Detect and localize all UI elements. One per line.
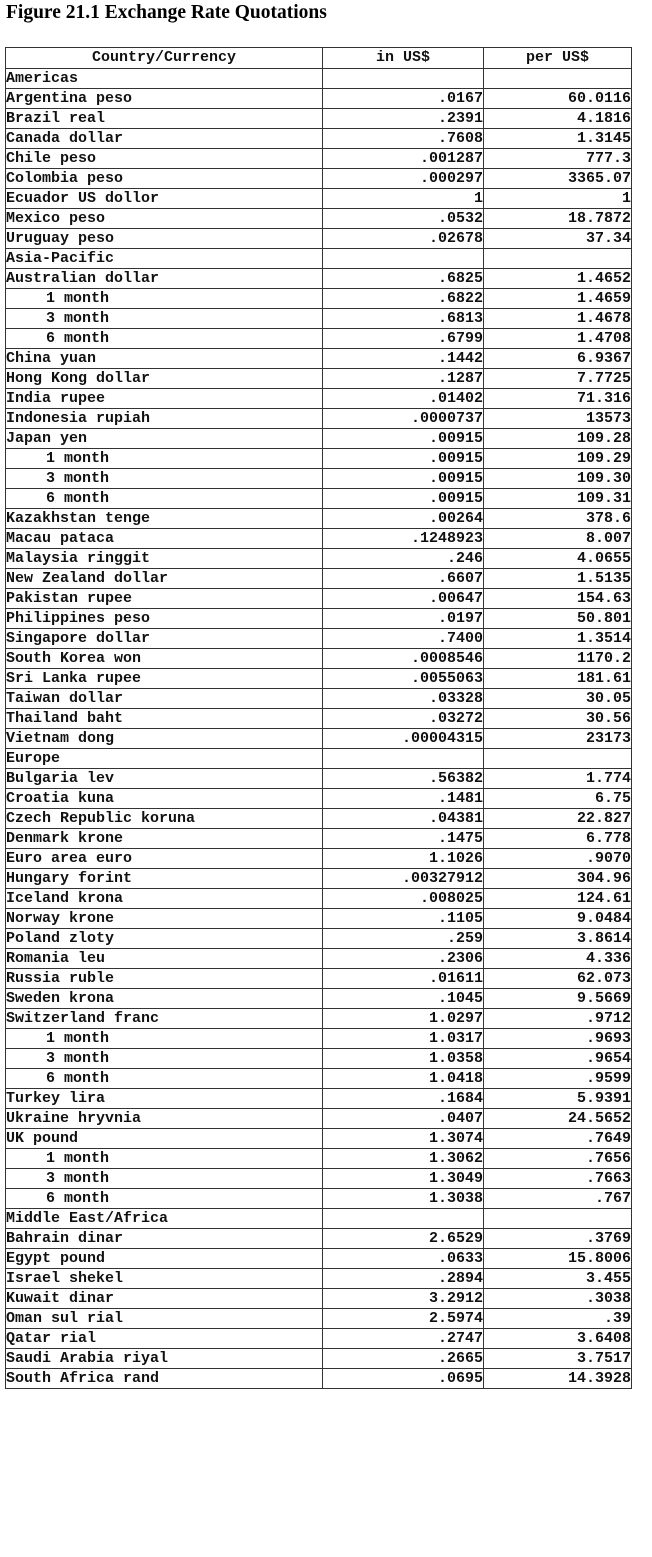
table-row <box>6 1229 632 1249</box>
in-usd-value: .0695 <box>323 1369 484 1389</box>
table-header-row <box>6 48 632 69</box>
per-usd-value: 1.774 <box>484 769 632 789</box>
per-usd-value <box>484 69 632 89</box>
currency-name: 6 month <box>6 1069 323 1089</box>
currency-name: Norway krone <box>6 909 323 929</box>
currency-name: Ukraine hryvnia <box>6 1109 323 1129</box>
table-row <box>6 789 632 809</box>
table-row <box>6 289 632 309</box>
table-row <box>6 649 632 669</box>
table-row <box>6 989 632 1009</box>
currency-name: Pakistan rupee <box>6 589 323 609</box>
table-row <box>6 189 632 209</box>
in-usd-value: .00915 <box>323 489 484 509</box>
per-usd-value: 23173 <box>484 729 632 749</box>
table-row <box>6 869 632 889</box>
currency-name: Kazakhstan tenge <box>6 509 323 529</box>
in-usd-value: .246 <box>323 549 484 569</box>
in-usd-value: .6799 <box>323 329 484 349</box>
region-row <box>6 749 632 769</box>
table-row <box>6 569 632 589</box>
table-row <box>6 1049 632 1069</box>
in-usd-value: 1.3062 <box>323 1149 484 1169</box>
currency-name: Switzerland franc <box>6 1009 323 1029</box>
in-usd-value: .6813 <box>323 309 484 329</box>
per-usd-value: 7.7725 <box>484 369 632 389</box>
table-row <box>6 729 632 749</box>
table-row <box>6 609 632 629</box>
table-row <box>6 1189 632 1209</box>
table-row <box>6 429 632 449</box>
in-usd-value: .7608 <box>323 129 484 149</box>
region-row <box>6 1209 632 1229</box>
in-usd-value: .0407 <box>323 1109 484 1129</box>
table-row <box>6 1329 632 1349</box>
table-row <box>6 129 632 149</box>
in-usd-value: 1.0358 <box>323 1049 484 1069</box>
per-usd-value: 18.7872 <box>484 209 632 229</box>
currency-name: Macau pataca <box>6 529 323 549</box>
in-usd-value: .03272 <box>323 709 484 729</box>
currency-name: India rupee <box>6 389 323 409</box>
region-label: Europe <box>6 749 323 769</box>
per-usd-value: 109.31 <box>484 489 632 509</box>
table-row <box>6 329 632 349</box>
in-usd-value: 1 <box>323 189 484 209</box>
exchange-rate-table <box>5 47 632 1389</box>
per-usd-value: 30.05 <box>484 689 632 709</box>
in-usd-value: .0633 <box>323 1249 484 1269</box>
currency-name: Kuwait dinar <box>6 1289 323 1309</box>
in-usd-value <box>323 1209 484 1229</box>
per-usd-value: 5.9391 <box>484 1089 632 1109</box>
table-row <box>6 889 632 909</box>
table-row <box>6 1129 632 1149</box>
in-usd-value: .1442 <box>323 349 484 369</box>
currency-name: Mexico peso <box>6 209 323 229</box>
currency-name: 6 month <box>6 1189 323 1209</box>
currency-name: South Africa rand <box>6 1369 323 1389</box>
per-usd-value: 1.4659 <box>484 289 632 309</box>
per-usd-value: 8.007 <box>484 529 632 549</box>
in-usd-value: 1.1026 <box>323 849 484 869</box>
per-usd-value: 30.56 <box>484 709 632 729</box>
per-usd-value: 1.3514 <box>484 629 632 649</box>
in-usd-value: .00915 <box>323 429 484 449</box>
per-usd-value: 14.3928 <box>484 1369 632 1389</box>
currency-name: Romania leu <box>6 949 323 969</box>
currency-name: Hong Kong dollar <box>6 369 323 389</box>
in-usd-value: .01611 <box>323 969 484 989</box>
in-usd-value: .0197 <box>323 609 484 629</box>
per-usd-value: .7656 <box>484 1149 632 1169</box>
in-usd-value: .02678 <box>323 229 484 249</box>
column-header-per-usd: per US$ <box>484 48 632 69</box>
in-usd-value: .0000737 <box>323 409 484 429</box>
currency-name: Czech Republic koruna <box>6 809 323 829</box>
currency-name: Indonesia rupiah <box>6 409 323 429</box>
per-usd-value: 15.8006 <box>484 1249 632 1269</box>
in-usd-value: .01402 <box>323 389 484 409</box>
currency-name: Poland zloty <box>6 929 323 949</box>
in-usd-value: .2747 <box>323 1329 484 1349</box>
per-usd-value: 777.3 <box>484 149 632 169</box>
per-usd-value: 3.7517 <box>484 1349 632 1369</box>
table-row <box>6 149 632 169</box>
in-usd-value: .00264 <box>323 509 484 529</box>
currency-name: Egypt pound <box>6 1249 323 1269</box>
currency-name: Colombia peso <box>6 169 323 189</box>
per-usd-value: 6.9367 <box>484 349 632 369</box>
table-row <box>6 1169 632 1189</box>
per-usd-value: 50.801 <box>484 609 632 629</box>
in-usd-value: .1481 <box>323 789 484 809</box>
currency-name: Euro area euro <box>6 849 323 869</box>
currency-name: 6 month <box>6 489 323 509</box>
currency-name: Brazil real <box>6 109 323 129</box>
in-usd-value: .1045 <box>323 989 484 1009</box>
region-row <box>6 249 632 269</box>
in-usd-value <box>323 249 484 269</box>
table-row <box>6 709 632 729</box>
currency-name: Vietnam dong <box>6 729 323 749</box>
currency-name: Croatia kuna <box>6 789 323 809</box>
per-usd-value: 60.0116 <box>484 89 632 109</box>
currency-name: 3 month <box>6 309 323 329</box>
per-usd-value: 4.336 <box>484 949 632 969</box>
currency-name: Sri Lanka rupee <box>6 669 323 689</box>
per-usd-value: 109.28 <box>484 429 632 449</box>
per-usd-value: 304.96 <box>484 869 632 889</box>
per-usd-value: 13573 <box>484 409 632 429</box>
in-usd-value: 1.3074 <box>323 1129 484 1149</box>
table-row <box>6 349 632 369</box>
in-usd-value: 1.3038 <box>323 1189 484 1209</box>
table-row <box>6 389 632 409</box>
per-usd-value: 71.316 <box>484 389 632 409</box>
table-row <box>6 89 632 109</box>
table-row <box>6 809 632 829</box>
table-row <box>6 369 632 389</box>
per-usd-value: 6.75 <box>484 789 632 809</box>
table-row <box>6 469 632 489</box>
in-usd-value: .000297 <box>323 169 484 189</box>
table-row <box>6 1369 632 1389</box>
table-row <box>6 209 632 229</box>
currency-name: Sweden krona <box>6 989 323 1009</box>
column-header-in-usd: in US$ <box>323 48 484 69</box>
figure-title: Figure 21.1 Exchange Rate Quotations <box>6 2 327 23</box>
currency-name: Japan yen <box>6 429 323 449</box>
per-usd-value: 378.6 <box>484 509 632 529</box>
table-row <box>6 269 632 289</box>
per-usd-value <box>484 249 632 269</box>
per-usd-value: 1.4708 <box>484 329 632 349</box>
table-row <box>6 969 632 989</box>
currency-name: Saudi Arabia riyal <box>6 1349 323 1369</box>
per-usd-value: 62.073 <box>484 969 632 989</box>
currency-name: Malaysia ringgit <box>6 549 323 569</box>
in-usd-value: .0008546 <box>323 649 484 669</box>
in-usd-value: .2894 <box>323 1269 484 1289</box>
per-usd-value: .39 <box>484 1309 632 1329</box>
table-row <box>6 549 632 569</box>
per-usd-value: 1170.2 <box>484 649 632 669</box>
table-row <box>6 1309 632 1329</box>
in-usd-value: .1684 <box>323 1089 484 1109</box>
per-usd-value <box>484 1209 632 1229</box>
region-label: Middle East/Africa <box>6 1209 323 1229</box>
currency-name: Singapore dollar <box>6 629 323 649</box>
currency-name: 3 month <box>6 469 323 489</box>
table-row <box>6 229 632 249</box>
currency-name: Australian dollar <box>6 269 323 289</box>
in-usd-value: .04381 <box>323 809 484 829</box>
per-usd-value: 154.63 <box>484 589 632 609</box>
in-usd-value <box>323 749 484 769</box>
per-usd-value: 9.5669 <box>484 989 632 1009</box>
region-row <box>6 69 632 89</box>
per-usd-value: 109.30 <box>484 469 632 489</box>
table-row <box>6 1249 632 1269</box>
table-row <box>6 109 632 129</box>
region-label: Americas <box>6 69 323 89</box>
currency-name: Hungary forint <box>6 869 323 889</box>
table-row <box>6 1089 632 1109</box>
currency-name: Canada dollar <box>6 129 323 149</box>
in-usd-value: .1475 <box>323 829 484 849</box>
in-usd-value: .00647 <box>323 589 484 609</box>
per-usd-value: 3.6408 <box>484 1329 632 1349</box>
in-usd-value: .00915 <box>323 469 484 489</box>
in-usd-value: .6822 <box>323 289 484 309</box>
in-usd-value: .0055063 <box>323 669 484 689</box>
in-usd-value: .03328 <box>323 689 484 709</box>
in-usd-value: 2.6529 <box>323 1229 484 1249</box>
currency-name: Turkey lira <box>6 1089 323 1109</box>
currency-name: 3 month <box>6 1049 323 1069</box>
currency-name: Uruguay peso <box>6 229 323 249</box>
currency-name: UK pound <box>6 1129 323 1149</box>
in-usd-value: .00327912 <box>323 869 484 889</box>
in-usd-value: .001287 <box>323 149 484 169</box>
table-row <box>6 1029 632 1049</box>
in-usd-value: .259 <box>323 929 484 949</box>
per-usd-value: 1.4652 <box>484 269 632 289</box>
per-usd-value: 37.34 <box>484 229 632 249</box>
table-row <box>6 1009 632 1029</box>
table-row <box>6 949 632 969</box>
table-row <box>6 589 632 609</box>
table-row <box>6 409 632 429</box>
table-row <box>6 529 632 549</box>
currency-name: Bahrain dinar <box>6 1229 323 1249</box>
currency-name: 6 month <box>6 329 323 349</box>
in-usd-value <box>323 69 484 89</box>
currency-name: Chile peso <box>6 149 323 169</box>
in-usd-value: .1248923 <box>323 529 484 549</box>
per-usd-value: 1 <box>484 189 632 209</box>
currency-name: Ecuador US dollor <box>6 189 323 209</box>
per-usd-value: 1.3145 <box>484 129 632 149</box>
table-row <box>6 669 632 689</box>
per-usd-value <box>484 749 632 769</box>
per-usd-value: 181.61 <box>484 669 632 689</box>
in-usd-value: .1287 <box>323 369 484 389</box>
in-usd-value: 1.0317 <box>323 1029 484 1049</box>
table-row <box>6 849 632 869</box>
table-row <box>6 769 632 789</box>
table-row <box>6 829 632 849</box>
currency-name: 1 month <box>6 1149 323 1169</box>
per-usd-value: 3.455 <box>484 1269 632 1289</box>
per-usd-value: 109.29 <box>484 449 632 469</box>
table-row <box>6 909 632 929</box>
per-usd-value: 1.4678 <box>484 309 632 329</box>
table-row <box>6 689 632 709</box>
currency-name: Qatar rial <box>6 1329 323 1349</box>
currency-name: Philippines peso <box>6 609 323 629</box>
per-usd-value: .767 <box>484 1189 632 1209</box>
in-usd-value: .00004315 <box>323 729 484 749</box>
region-label: Asia-Pacific <box>6 249 323 269</box>
table-row <box>6 1289 632 1309</box>
table-row <box>6 1149 632 1169</box>
currency-name: Iceland krona <box>6 889 323 909</box>
per-usd-value: .3769 <box>484 1229 632 1249</box>
per-usd-value: .7649 <box>484 1129 632 1149</box>
currency-name: Taiwan dollar <box>6 689 323 709</box>
table-row <box>6 449 632 469</box>
currency-name: New Zealand dollar <box>6 569 323 589</box>
per-usd-value: .9070 <box>484 849 632 869</box>
per-usd-value: .9599 <box>484 1069 632 1089</box>
in-usd-value: .7400 <box>323 629 484 649</box>
currency-name: South Korea won <box>6 649 323 669</box>
per-usd-value: .7663 <box>484 1169 632 1189</box>
in-usd-value: .1105 <box>323 909 484 929</box>
in-usd-value: 1.0297 <box>323 1009 484 1029</box>
currency-name: 3 month <box>6 1169 323 1189</box>
currency-name: 1 month <box>6 289 323 309</box>
in-usd-value: .6825 <box>323 269 484 289</box>
currency-name: Thailand baht <box>6 709 323 729</box>
in-usd-value: .00915 <box>323 449 484 469</box>
in-usd-value: 2.5974 <box>323 1309 484 1329</box>
per-usd-value: 3365.07 <box>484 169 632 189</box>
currency-name: Denmark krone <box>6 829 323 849</box>
per-usd-value: 24.5652 <box>484 1109 632 1129</box>
per-usd-value: 4.1816 <box>484 109 632 129</box>
currency-name: Russia ruble <box>6 969 323 989</box>
per-usd-value: 6.778 <box>484 829 632 849</box>
per-usd-value: .9693 <box>484 1029 632 1049</box>
per-usd-value: 22.827 <box>484 809 632 829</box>
table-row <box>6 169 632 189</box>
in-usd-value: .2391 <box>323 109 484 129</box>
in-usd-value: 1.3049 <box>323 1169 484 1189</box>
in-usd-value: .0532 <box>323 209 484 229</box>
currency-name: Bulgaria lev <box>6 769 323 789</box>
per-usd-value: 3.8614 <box>484 929 632 949</box>
per-usd-value: .9712 <box>484 1009 632 1029</box>
in-usd-value: .0167 <box>323 89 484 109</box>
in-usd-value: .56382 <box>323 769 484 789</box>
per-usd-value: 9.0484 <box>484 909 632 929</box>
table-row <box>6 929 632 949</box>
currency-name: China yuan <box>6 349 323 369</box>
per-usd-value: 124.61 <box>484 889 632 909</box>
in-usd-value: 1.0418 <box>323 1069 484 1089</box>
table-body <box>6 69 632 1389</box>
table-row <box>6 629 632 649</box>
per-usd-value: .3038 <box>484 1289 632 1309</box>
table-row <box>6 1269 632 1289</box>
table-row <box>6 1069 632 1089</box>
currency-name: Argentina peso <box>6 89 323 109</box>
table-row <box>6 489 632 509</box>
table-row <box>6 509 632 529</box>
per-usd-value: 4.0655 <box>484 549 632 569</box>
in-usd-value: .6607 <box>323 569 484 589</box>
in-usd-value: 3.2912 <box>323 1289 484 1309</box>
currency-name: 1 month <box>6 1029 323 1049</box>
per-usd-value: 1.5135 <box>484 569 632 589</box>
in-usd-value: .008025 <box>323 889 484 909</box>
table-row <box>6 1349 632 1369</box>
table-row <box>6 309 632 329</box>
currency-name: Oman sul rial <box>6 1309 323 1329</box>
table-row <box>6 1109 632 1129</box>
currency-name: 1 month <box>6 449 323 469</box>
in-usd-value: .2665 <box>323 1349 484 1369</box>
per-usd-value: .9654 <box>484 1049 632 1069</box>
column-header-currency: Country/Currency <box>6 48 323 69</box>
in-usd-value: .2306 <box>323 949 484 969</box>
currency-name: Israel shekel <box>6 1269 323 1289</box>
